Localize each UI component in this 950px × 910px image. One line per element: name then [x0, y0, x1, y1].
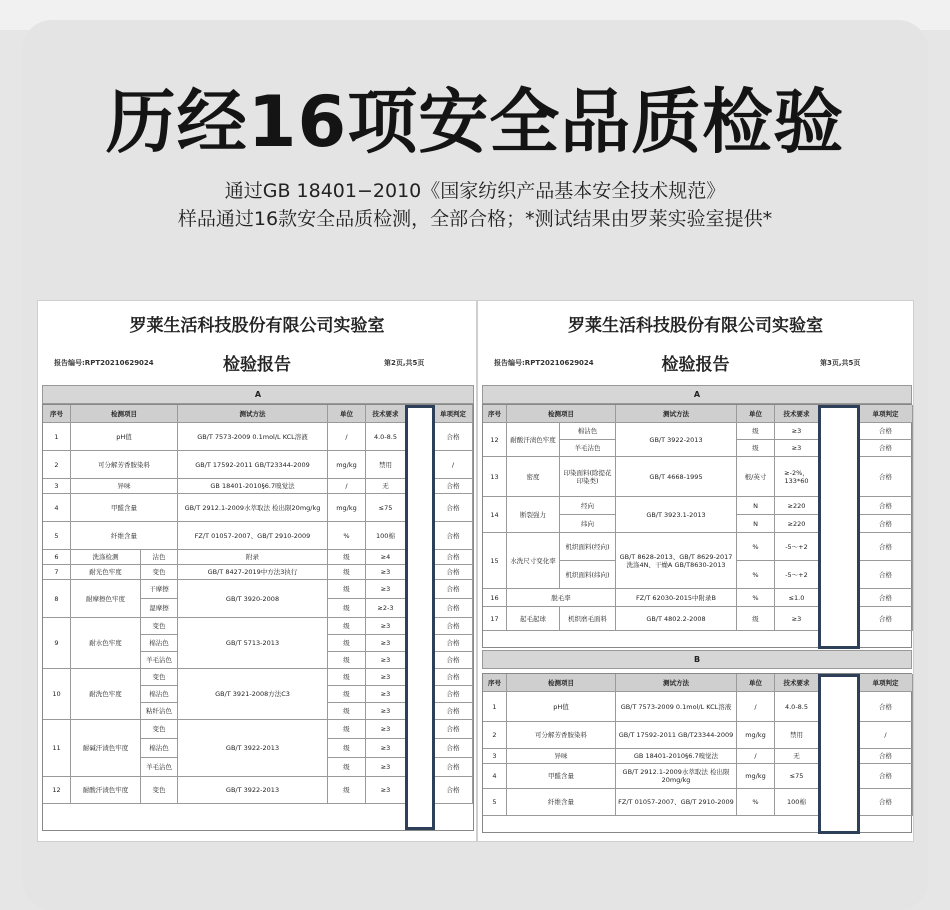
- verdict: 合格: [859, 561, 913, 589]
- table-header-cell: 序号: [483, 674, 507, 692]
- verdict: 合格: [434, 669, 473, 686]
- requirement: ≥-2%，133*60: [775, 457, 819, 497]
- verdict: 合格: [434, 580, 473, 599]
- verdict: 合格: [859, 789, 913, 816]
- test-sub-item: 变色: [141, 669, 178, 686]
- verdict: 合格: [434, 618, 473, 635]
- report-page-left: [37, 300, 477, 842]
- unit: 级: [328, 703, 366, 720]
- row-number: 1: [43, 423, 71, 451]
- table-header-cell: 测试方法: [616, 405, 737, 423]
- verdict: 合格: [434, 550, 473, 565]
- table-header-cell: 单项判定: [859, 674, 913, 692]
- verdict: 合格: [434, 565, 473, 580]
- test-method: GB/T 7573-2009 0.1mol/L KCL溶液: [178, 423, 328, 451]
- test-item: 耐摩擦色牢度: [71, 580, 141, 618]
- verdict: 合格: [434, 720, 473, 739]
- unit: /: [737, 749, 775, 764]
- test-method: GB/T 3922-2013: [616, 423, 737, 457]
- table-header-cell: 测试方法: [178, 405, 328, 423]
- page-number: 第2页,共5页: [384, 359, 425, 367]
- requirement: ≤75: [775, 764, 819, 789]
- unit: mg/kg: [737, 764, 775, 789]
- test-method: FZ/T 01057-2007、GB/T 2910-2009: [616, 789, 737, 816]
- test-method: GB/T 8427-2019中方法3执行: [178, 565, 328, 580]
- test-sub-item: 纬向: [560, 515, 616, 533]
- test-sub-item: 机织面料(经向): [560, 533, 616, 561]
- verdict: 合格: [434, 423, 473, 451]
- requirement: ≥3: [366, 618, 406, 635]
- lab-name: 罗莱生活科技股份有限公司实验室: [568, 316, 823, 336]
- requirement: ≥3: [775, 607, 819, 631]
- row-number: 12: [43, 777, 71, 804]
- row-number: 1: [483, 692, 507, 722]
- test-sub-item: 变色: [141, 777, 178, 804]
- row-number: 6: [43, 550, 71, 565]
- test-item: 耐水色牢度: [71, 618, 141, 669]
- section-b-bar: B: [482, 650, 912, 669]
- test-method: GB/T 3923.1-2013: [616, 497, 737, 533]
- test-sub-item: 干摩擦: [141, 580, 178, 599]
- test-sub-item: 湿摩擦: [141, 599, 178, 618]
- unit: 级: [328, 720, 366, 739]
- test-method: GB/T 8628-2013、GB/T 8629-2017洗涤4N、干燥A GB/T8630-2013: [616, 533, 737, 589]
- row-number: 5: [483, 789, 507, 816]
- requirement: ≤75: [366, 494, 406, 522]
- test-method: GB/T 3922-2013: [178, 720, 328, 777]
- verdict: /: [434, 451, 473, 479]
- section-a-bar: A: [42, 385, 474, 404]
- verdict: 合格: [859, 533, 913, 561]
- row-number: 16: [483, 589, 507, 607]
- unit: %: [328, 522, 366, 550]
- row-number: 4: [43, 494, 71, 522]
- requirement: -5～+2: [775, 533, 819, 561]
- verdict: 合格: [434, 777, 473, 804]
- table-header-cell: 序号: [43, 405, 71, 423]
- table-header-cell: 检测项目: [71, 405, 178, 423]
- test-sub-item: 变色: [141, 565, 178, 580]
- unit: N: [737, 497, 775, 515]
- test-item: 异味: [507, 749, 616, 764]
- requirement: ≥3: [775, 423, 819, 440]
- row-number: 3: [43, 479, 71, 494]
- test-sub-item: 粘纤沾色: [141, 703, 178, 720]
- verdict: 合格: [434, 635, 473, 652]
- requirement: ≥3: [366, 565, 406, 580]
- section-a-bar: A: [482, 385, 912, 404]
- test-item: 耐酸汗渍色牢度: [71, 777, 141, 804]
- test-item: 脱毛率: [507, 589, 616, 607]
- requirement: ≥3: [366, 739, 406, 758]
- test-sub-item: 羊毛沾色: [141, 652, 178, 669]
- test-item: 可分解芳香胺染料: [71, 451, 178, 479]
- requirement: 100棉: [775, 789, 819, 816]
- unit: 级: [328, 550, 366, 565]
- requirement: ≥3: [366, 720, 406, 739]
- requirement: ≥4: [366, 550, 406, 565]
- table-header-cell: 检测项目: [507, 405, 616, 423]
- unit: 级: [328, 686, 366, 703]
- test-item: 异味: [71, 479, 178, 494]
- unit: %: [737, 533, 775, 561]
- unit: 级: [328, 580, 366, 599]
- test-sub-item: 棉沾色: [141, 739, 178, 758]
- test-item: 密度: [507, 457, 560, 497]
- test-item: 耐光色牢度: [71, 565, 141, 580]
- verdict: 合格: [859, 589, 913, 607]
- requirement: 禁用: [366, 451, 406, 479]
- test-sub-item: 机织面料(纬向): [560, 561, 616, 589]
- row-number: 11: [43, 720, 71, 777]
- unit: 级: [328, 565, 366, 580]
- requirement: ≥3: [366, 686, 406, 703]
- row-number: 8: [43, 580, 71, 618]
- test-sub-item: 印染面料(除提花印染类): [560, 457, 616, 497]
- redacted-result-column: [818, 674, 860, 834]
- test-method: GB/T 2912.1-2009水萃取法 检出限20mg/kg: [616, 764, 737, 789]
- test-item: 甲醛含量: [507, 764, 616, 789]
- requirement: ≥3: [366, 652, 406, 669]
- unit: mg/kg: [737, 722, 775, 749]
- verdict: 合格: [859, 692, 913, 722]
- row-number: 5: [43, 522, 71, 550]
- page-number: 第3页,共5页: [820, 359, 861, 367]
- table-header-cell: 技术要求: [775, 674, 819, 692]
- verdict: 合格: [859, 497, 913, 515]
- test-sub-item: 羊毛沾色: [141, 758, 178, 777]
- unit: 级: [737, 440, 775, 457]
- table-header-cell: 检测项目: [507, 674, 616, 692]
- test-method: GB/T 3922-2013: [178, 777, 328, 804]
- test-sub-item: 棉沾色: [560, 423, 616, 440]
- row-number: 15: [483, 533, 507, 589]
- test-item: 耐酸汗渍色牢度: [507, 423, 560, 457]
- test-item: 纤维含量: [507, 789, 616, 816]
- test-sub-item: 棉沾色: [141, 686, 178, 703]
- row-number: 4: [483, 764, 507, 789]
- row-number: 2: [43, 451, 71, 479]
- verdict: 合格: [434, 652, 473, 669]
- table-header-cell: 测试方法: [616, 674, 737, 692]
- requirement: ≥3: [366, 703, 406, 720]
- requirement: ≥3: [366, 669, 406, 686]
- row-number: 9: [43, 618, 71, 669]
- test-item: 洗涤检测: [71, 550, 141, 565]
- unit: 级: [737, 607, 775, 631]
- requirement: 4.0-8.5: [775, 692, 819, 722]
- requirement: ≥2-3: [366, 599, 406, 618]
- row-number: 2: [483, 722, 507, 749]
- verdict: 合格: [434, 758, 473, 777]
- test-method: GB/T 17592-2011 GB/T23344-2009: [178, 451, 328, 479]
- report-title: 检验报告: [223, 355, 291, 375]
- verdict: 合格: [859, 440, 913, 457]
- test-item: pH值: [507, 692, 616, 722]
- requirement: ≥3: [775, 440, 819, 457]
- test-method: 附录: [178, 550, 328, 565]
- row-number: 14: [483, 497, 507, 533]
- test-item: 断裂强力: [507, 497, 560, 533]
- test-sub-item: 羊毛沾色: [560, 440, 616, 457]
- test-sub-item: 经向: [560, 497, 616, 515]
- unit: mg/kg: [328, 494, 366, 522]
- table-header-cell: 单位: [737, 674, 775, 692]
- unit: 级: [328, 599, 366, 618]
- unit: %: [737, 561, 775, 589]
- row-number: 7: [43, 565, 71, 580]
- row-number: 12: [483, 423, 507, 457]
- test-item: pH值: [71, 423, 178, 451]
- unit: /: [328, 423, 366, 451]
- report-title: 检验报告: [661, 355, 730, 375]
- requirement: 禁用: [775, 722, 819, 749]
- unit: mg/kg: [328, 451, 366, 479]
- row-number: 13: [483, 457, 507, 497]
- unit: 级: [328, 635, 366, 652]
- test-item: 纤维含量: [71, 522, 178, 550]
- subtitle-result: 样品通过16款安全品质检测，全部合格；*测试结果由罗莱实验室提供*: [177, 208, 773, 230]
- verdict: 合格: [859, 607, 913, 631]
- test-method: GB 18401-2010§6.7嗅觉法: [178, 479, 328, 494]
- verdict: 合格: [434, 494, 473, 522]
- test-method: FZ/T 62030-2015中附录B: [616, 589, 737, 607]
- unit: /: [737, 692, 775, 722]
- requirement: ≤1.0: [775, 589, 819, 607]
- unit: 级: [328, 652, 366, 669]
- requirement: 4.0-8.5: [366, 423, 406, 451]
- verdict: 合格: [859, 457, 913, 497]
- requirement: 无: [366, 479, 406, 494]
- verdict: 合格: [859, 764, 913, 789]
- requirement: 100棉: [366, 522, 406, 550]
- row-number: 17: [483, 607, 507, 631]
- unit: N: [737, 515, 775, 533]
- unit: 级: [328, 739, 366, 758]
- verdict: 合格: [434, 739, 473, 758]
- test-item: 可分解芳香胺染料: [507, 722, 616, 749]
- test-sub-item: 机织磨毛面料: [560, 607, 616, 631]
- unit: 级: [328, 618, 366, 635]
- table-header-cell: 单位: [737, 405, 775, 423]
- verdict: 合格: [434, 703, 473, 720]
- table-header-cell: 技术要求: [366, 405, 406, 423]
- requirement: -5～+2: [775, 561, 819, 589]
- verdict: 合格: [434, 686, 473, 703]
- unit: 根/英寸: [737, 457, 775, 497]
- test-sub-item: 沾色: [141, 550, 178, 565]
- table-header-cell: 单位: [328, 405, 366, 423]
- test-item: 起毛起球: [507, 607, 560, 631]
- report-number: 报告编号:RPT20210629024: [494, 359, 594, 367]
- test-method: GB/T 3920-2008: [178, 580, 328, 618]
- table-header-cell: 序号: [483, 405, 507, 423]
- test-method: GB/T 4802.2-2008: [616, 607, 737, 631]
- unit: 级: [328, 758, 366, 777]
- unit: 级: [328, 777, 366, 804]
- verdict: 合格: [434, 479, 473, 494]
- row-number: 10: [43, 669, 71, 720]
- report-number: 报告编号:RPT20210629024: [54, 359, 154, 367]
- table-header-cell: 技术要求: [775, 405, 819, 423]
- test-method: GB/T 3921-2008方法C3: [178, 669, 328, 720]
- verdict: 合格: [434, 599, 473, 618]
- requirement: ≥3: [366, 758, 406, 777]
- unit: 级: [328, 669, 366, 686]
- table-header-cell: 单项判定: [859, 405, 913, 423]
- test-item: 耐碱汗渍色牢度: [71, 720, 141, 777]
- unit: %: [737, 589, 775, 607]
- test-method: GB/T 4668-1995: [616, 457, 737, 497]
- report-table-right-a: [482, 404, 912, 648]
- test-sub-item: 变色: [141, 720, 178, 739]
- requirement: ≥220: [775, 497, 819, 515]
- test-method: GB/T 5713-2013: [178, 618, 328, 669]
- test-method: GB/T 2912.1-2009水萃取法 检出限20mg/kg: [178, 494, 328, 522]
- test-item: 水洗尺寸变化率: [507, 533, 560, 589]
- test-item: 甲醛含量: [71, 494, 178, 522]
- report-page-right: [477, 300, 914, 842]
- test-method: FZ/T 01057-2007、GB/T 2910-2009: [178, 522, 328, 550]
- requirement: ≥220: [775, 515, 819, 533]
- test-method: GB/T 7573-2009 0.1mol/L KCL溶液: [616, 692, 737, 722]
- test-sub-item: 变色: [141, 618, 178, 635]
- unit: %: [737, 789, 775, 816]
- test-sub-item: 棉沾色: [141, 635, 178, 652]
- subtitle-standard: 通过GB 18401−2010《国家纺织产品基本安全技术规范》: [224, 180, 726, 202]
- unit: /: [328, 479, 366, 494]
- redacted-result-column: [405, 405, 435, 830]
- verdict: 合格: [859, 423, 913, 440]
- table-header-cell: 单项判定: [434, 405, 473, 423]
- test-item: 耐洗色牢度: [71, 669, 141, 720]
- report-table-left: [42, 404, 474, 831]
- test-method: GB 18401-2010§6.7嗅觉法: [616, 749, 737, 764]
- redacted-result-column: [818, 405, 860, 649]
- headline: 历经16项安全品质检验: [105, 81, 845, 163]
- unit: 级: [737, 423, 775, 440]
- verdict: 合格: [859, 749, 913, 764]
- requirement: ≥3: [366, 777, 406, 804]
- verdict: /: [859, 722, 913, 749]
- requirement: 无: [775, 749, 819, 764]
- verdict: 合格: [859, 515, 913, 533]
- test-method: GB/T 17592-2011 GB/T23344-2009: [616, 722, 737, 749]
- row-number: 3: [483, 749, 507, 764]
- lab-name: 罗莱生活科技股份有限公司实验室: [129, 316, 385, 336]
- report-table-right-b: [482, 673, 912, 833]
- requirement: ≥3: [366, 580, 406, 599]
- requirement: ≥3: [366, 635, 406, 652]
- verdict: 合格: [434, 522, 473, 550]
